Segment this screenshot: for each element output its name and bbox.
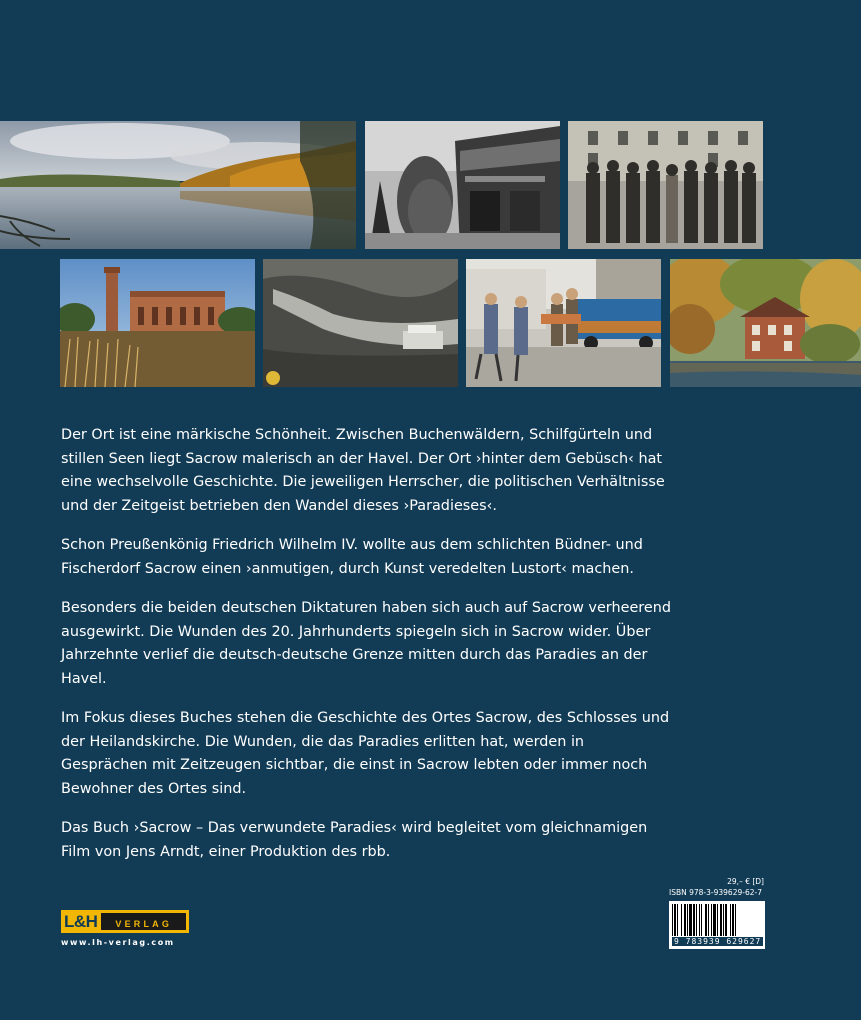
bw-aerial-river-photo bbox=[263, 259, 458, 387]
blurb-text bbox=[61, 424, 671, 880]
barcode-bar bbox=[681, 904, 682, 936]
barcode-bar bbox=[699, 904, 700, 936]
barcode-bar bbox=[717, 904, 718, 936]
paragraph-5: Das Buch ›Sacrow – Das verwundete Paradies‹ wird begleitet vom gleichnamigen Film von Jens Arndt, einer Produktion des rbb. bbox=[61, 820, 648, 860]
barcode-bar bbox=[720, 904, 722, 936]
barcode-bar bbox=[713, 904, 716, 936]
bw-group-photo bbox=[568, 121, 763, 249]
barcode-bar bbox=[687, 904, 688, 936]
barcode-bar bbox=[689, 904, 692, 936]
barcode-bar bbox=[708, 904, 709, 936]
barcode-bar bbox=[735, 904, 736, 936]
barcode-bar bbox=[674, 904, 676, 936]
barcode-bar bbox=[696, 904, 697, 936]
publisher-url: www.lh-verlag.com bbox=[61, 938, 175, 947]
paragraph-4: Im Fokus dieses Buches stehen die Geschichte des Ortes Sacrow, des Schlosses und der Heilandskirche. Die Wunden, die das Paradies erlitten hat, werden in Gesprächen mit Zeitzeugen sichtbar, die einst in Sacrow lebten oder immer noch Bewohner des Ortes sind. bbox=[61, 710, 670, 797]
barcode-bar bbox=[701, 904, 702, 936]
church-tower-photo bbox=[60, 259, 255, 387]
price-label: 29,– € [D] bbox=[727, 877, 764, 886]
bw-modern-house-photo bbox=[365, 121, 560, 249]
villa-autumn-photo bbox=[670, 259, 861, 387]
barcode-bar bbox=[725, 904, 727, 936]
barcode-number: 9 783939 629627 bbox=[674, 937, 762, 946]
paragraph-1: Der Ort ist eine märkische Schönheit. Zwischen Buchenwäldern, Schilfgürteln und stillen Seen liegt Sacrow malerisch an der Havel. Der Ort ›hinter dem Gebüsch‹ hat eine wechselvolle Geschichte. Die jeweiligen Herrscher, die politischen Verhältnisse und der Zeitgeist betrieben den Wandel dieses ›Paradieses‹. bbox=[61, 427, 665, 514]
logo-sub-text: VERLAG bbox=[101, 913, 186, 930]
barcode-bar bbox=[723, 904, 724, 936]
barcode-bar bbox=[705, 904, 707, 936]
publisher-logo-box bbox=[61, 910, 189, 933]
paragraph-2: Schon Preußenkönig Friedrich Wilhelm IV. wollte aus dem schlichten Büdner- und Fischerdorf Sacrow einen ›anmutigen, durch Kunst veredelten Lustort‹ machen. bbox=[61, 537, 643, 577]
barcode-bar bbox=[732, 904, 734, 936]
paragraph-3: Besonders die beiden deutschen Diktaturen haben sich auch auf Sacrow verheerend ausgewirkt. Die Wunden des 20. Jahrhunderts spiegeln sich in Sacrow wider. Über Jahrzehnte verlief die deutsch-deutsche Grenze mitten durch das Paradies an der Havel. bbox=[61, 600, 672, 687]
barcode-bar bbox=[730, 904, 731, 936]
barcode-bar bbox=[672, 904, 673, 936]
logo-main-text: L&H bbox=[61, 910, 101, 933]
lake-autumn-photo bbox=[0, 121, 356, 249]
barcode-bar bbox=[711, 904, 712, 936]
barcode-bar bbox=[684, 904, 686, 936]
publisher-logo bbox=[61, 910, 189, 947]
isbn-label: ISBN 978-3-939629-62-7 bbox=[669, 888, 762, 897]
men-carrying-photo bbox=[466, 259, 661, 387]
barcode-bar bbox=[693, 904, 695, 936]
barcode-bar bbox=[677, 904, 678, 936]
